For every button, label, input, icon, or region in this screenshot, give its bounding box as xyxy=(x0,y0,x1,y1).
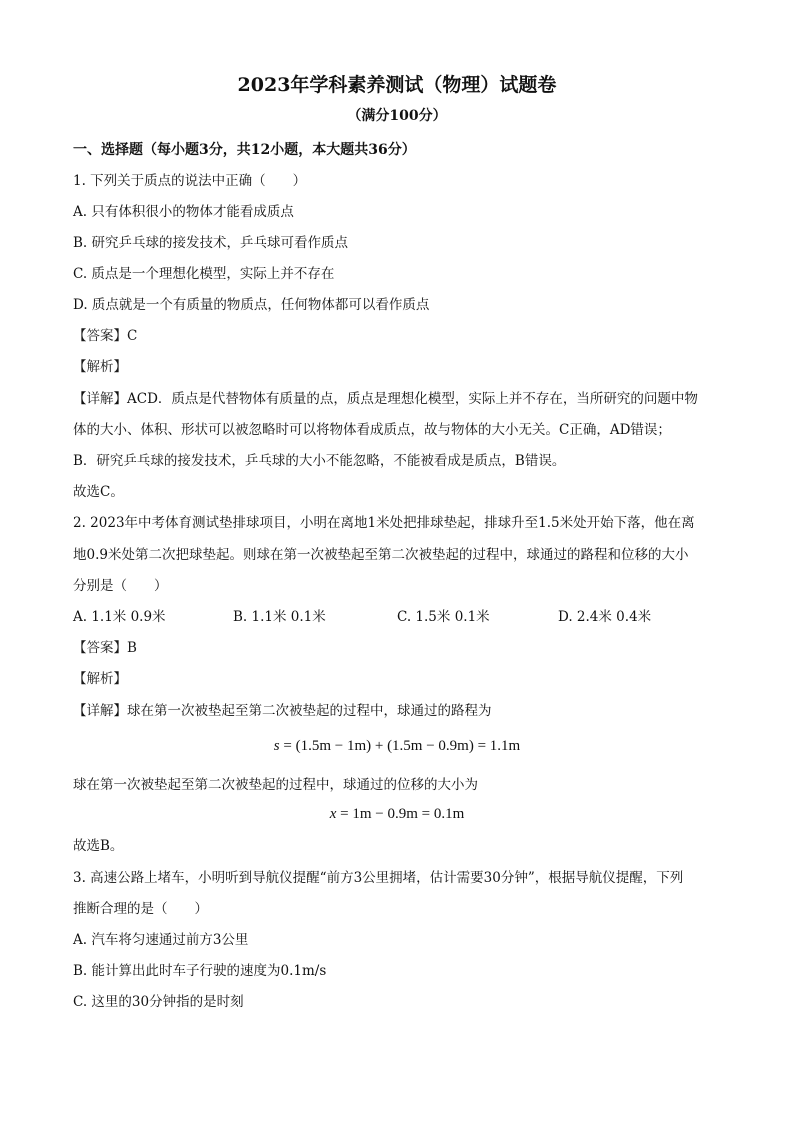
q1-conclusion: 故选C。 xyxy=(73,484,124,500)
formula-expression: = 1m − 0.9m = 0.1m xyxy=(336,806,465,822)
q2-formula-distance xyxy=(0,735,794,757)
q2-option-d: D. 2.4米 0.4米 xyxy=(558,609,652,625)
q2-option-b: B. 1.1米 0.1米 xyxy=(233,609,326,625)
formula-variable: x xyxy=(329,806,337,822)
q1-detail-line: 【详解】ACD．质点是代替物体有质量的点，质点是理想化模型，实际上并不存在，当所研究的问题中物 xyxy=(73,391,698,407)
section-heading: 一、选择题（每小题3分，共12小题，本大题共36分） xyxy=(73,142,416,158)
q1-detail-line: B．研究乒乓球的接发技术，乒乓球的大小不能忽略，不能被看成是质点，B错误。 xyxy=(73,453,566,469)
page-subtitle: （满分100分） xyxy=(347,108,447,124)
q2-formula-displacement xyxy=(0,803,794,825)
q1-option-b: B. 研究乒乓球的接发技术，乒乓球可看作质点 xyxy=(73,235,349,251)
q2-detail-line: 球在第一次被垫起至第二次被垫起的过程中，球通过的位移的大小为 xyxy=(73,777,478,793)
page-title: 2023年学科素养测试（物理）试题卷 xyxy=(237,74,557,96)
q3-option-b: B. 能计算出此时车子行驶的速度为0.1m/s xyxy=(73,963,327,979)
q2-option-c: C. 1.5米 0.1米 xyxy=(397,609,490,625)
q3-stem-line: 推断合理的是（ ） xyxy=(73,901,208,917)
q1-detail-line: 体的大小、体积、形状可以被忽略时可以将物体看成质点，故与物体的大小无关。C正确，AD错误； xyxy=(73,422,671,438)
formula-variable: s xyxy=(273,738,280,754)
q3-stem-line: 3. 高速公路上堵车，小明听到导航仪提醒“前方3公里拥堵，估计需要30分钟”，根据导航仪提醒，下列 xyxy=(73,870,684,886)
q2-answer: 【答案】B xyxy=(73,640,137,656)
q1-option-d: D. 质点就是一个有质量的物质点，任何物体都可以看作质点 xyxy=(73,297,430,313)
q1-option-a: A. 只有体积很小的物体才能看成质点 xyxy=(73,204,294,220)
formula-expression: = (1.5m − 1m) + (1.5m − 0.9m) = 1.1m xyxy=(279,738,521,754)
q2-option-a: A. 1.1米 0.9米 xyxy=(73,609,166,625)
q1-analysis-label: 【解析】 xyxy=(73,359,127,375)
q2-stem-line: 2. 2023年中考体育测试垫排球项目，小明在离地1米处把排球垫起，排球升至1.5米处开始下落，他在离 xyxy=(73,515,695,531)
q3-option-a: A. 汽车将匀速通过前方3公里 xyxy=(73,932,249,948)
q1-stem: 1. 下列关于质点的说法中正确（ ） xyxy=(73,173,307,189)
q2-stem-line: 地0.9米处第二次把球垫起。则球在第一次被垫起至第二次被垫起的过程中，球通过的路程和位移的大小 xyxy=(73,547,689,563)
q3-option-c: C. 这里的30分钟指的是时刻 xyxy=(73,994,244,1010)
q1-option-c: C. 质点是一个理想化模型，实际上并不存在 xyxy=(73,266,335,282)
q2-stem-line: 分别是（ ） xyxy=(73,578,168,594)
q1-answer: 【答案】C xyxy=(73,328,138,344)
q2-conclusion: 故选B。 xyxy=(73,838,124,854)
q2-detail-line: 【详解】球在第一次被垫起至第二次被垫起的过程中，球通过的路程为 xyxy=(73,703,492,719)
q2-analysis-label: 【解析】 xyxy=(73,671,127,687)
